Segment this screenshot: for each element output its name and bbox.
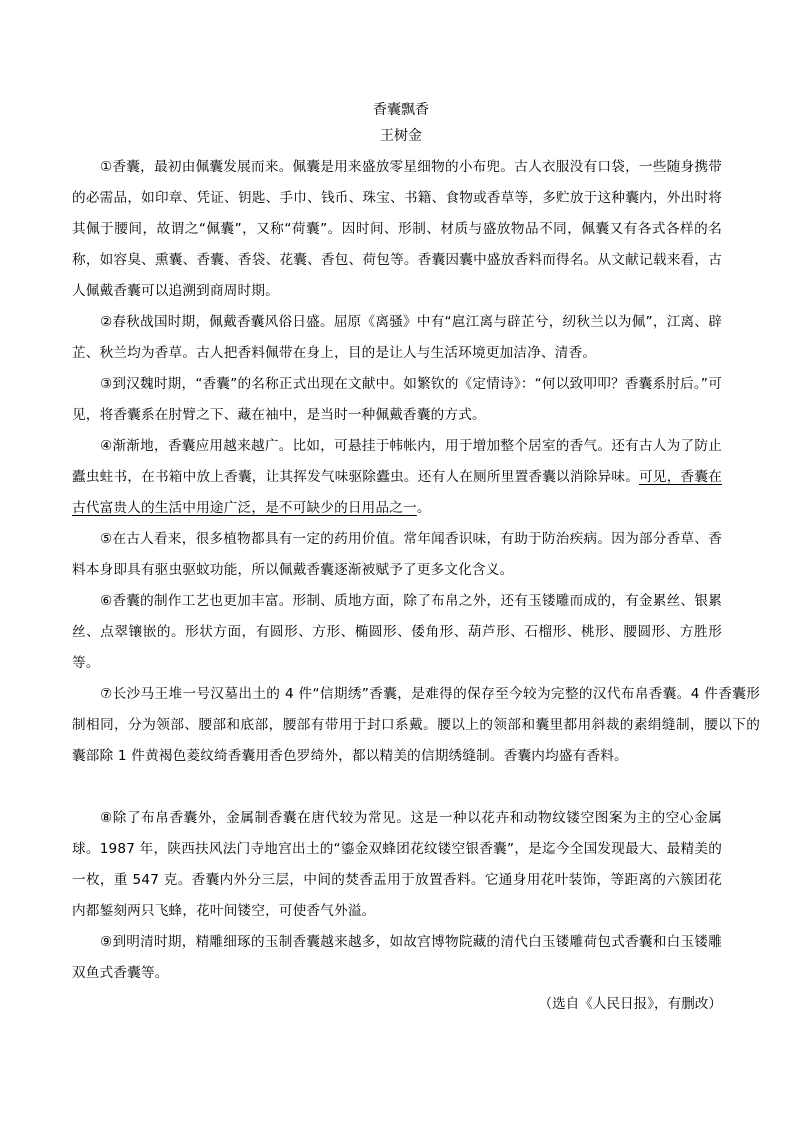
paragraph-6: ⑥香囊的制作工艺也更加丰富。形制、质地方面，除了布帛之外，还有玉镂雕而成的，有金累丝、银累丝、点翠镶嵌的。形状方面，有圆形、方形、椭圆形、倭角形、葫芦形、石榴形、桃形、腰圆形、方胜形等。 (72, 593, 722, 671)
article-title: 香囊飘香 (373, 102, 429, 118)
paragraph-4 (72, 431, 722, 524)
source-citation: （选自《人民日报》，有删改） (538, 996, 722, 1012)
underlined-sentence: 可见，香囊在古代富贵人的生活中用途广泛，是不可缺少的日用品之一 (72, 469, 722, 516)
paragraph-4-text: ④渐渐地，香囊应用越来越广。比如，可悬挂于帏帐内，用于增加整个居室的香气。还有古人为了防止蠹虫蛀书，在书箱中放上香囊，让其挥发气味驱除蠹虫。还有人在厕所里置香囊以消除异味。 (72, 438, 722, 485)
paragraph-3: ③到汉魏时期，“香囊”的名称正式出现在文献中。如繁钦的《定情诗》：“何以致叩叩？香囊系肘后。”可见，将香囊系在肘臂之下、藏在袖中，是当时一种佩戴香囊的方式。 (72, 376, 722, 423)
paragraph-4-end: 。 (416, 500, 431, 516)
paragraph-7: ⑦长沙马王堆一号汉墓出土的 4 件“信期绣”香囊，是难得的保存至今较为完整的汉代布帛香囊。4 件香囊形制相同，分为领部、腰部和底部，腰部有带用于封口系戴。腰以上的领部和囊里都用斜裁的素绢缝制，腰以下的囊部除 1 件黄褐色菱纹绮香囊用香色罗绮外，都以精美的信期绣缝制。香囊内均盛有香料。 (72, 686, 760, 764)
paragraph-8: ⑧除了布帛香囊外，金属制香囊在唐代较为常见。这是一种以花卉和动物纹镂空图案为主的空心金属球。1987 年，陕西扶风法门寺地宫出土的“鎏金双蜂团花纹镂空银香囊”，是迄今全国发现最大、最精美的一枚，重 547 克。香囊内外分三层，中间的焚香盂用于放置香料。它通身用花叶装饰，等距离的六簇团花内都錾刻两只飞蜂，花叶间镂空，可使香气外溢。 (72, 810, 722, 919)
blank-line (72, 772, 722, 803)
document-page (72, 100, 760, 1020)
paragraph-2: ②春秋战国时期，佩戴香囊风俗日盛。屈原《离骚》中有“扈江离与辟芷兮，纫秋兰以为佩”，江离、辟芷、秋兰均为香草。古人把香料佩带在身上，目的是让人与生活环境更加洁净、清香。 (72, 314, 722, 361)
paragraph-1: ①香囊，最初由佩囊发展而来。佩囊是用来盛放零星细物的小布兜。古人衣服没有口袋，一些随身携带的必需品，如印章、凭证、钥匙、手巾、钱币、珠宝、书籍、食物或香草等，多贮放于这种囊内，外出时将其佩于腰间，故谓之“佩囊”，又称“荷囊”。因时间、形制、材质与盛放物品不同，佩囊又有各式各样的名称，如容臭、熏囊、香囊、香袋、花囊、香包、荷包等。香囊因囊中盛放香料而得名。从文献记载来看，古人佩戴香囊可以追溯到商周时期。 (72, 159, 722, 299)
paragraph-5: ⑤在古人看来，很多植物都具有一定的药用价值。常年闻香识味，有助于防治疾病。因为部分香草、香料本身即具有驱虫驱蚊功能，所以佩戴香囊逐渐被赋予了更多文化含义。 (72, 531, 722, 578)
paragraph-9: ⑨到明清时期，精雕细琢的玉制香囊越来越多，如故宫博物院藏的清代白玉镂雕荷包式香囊和白玉镂雕双鱼式香囊等。 (72, 934, 722, 981)
article-author: 王树金 (380, 128, 422, 144)
